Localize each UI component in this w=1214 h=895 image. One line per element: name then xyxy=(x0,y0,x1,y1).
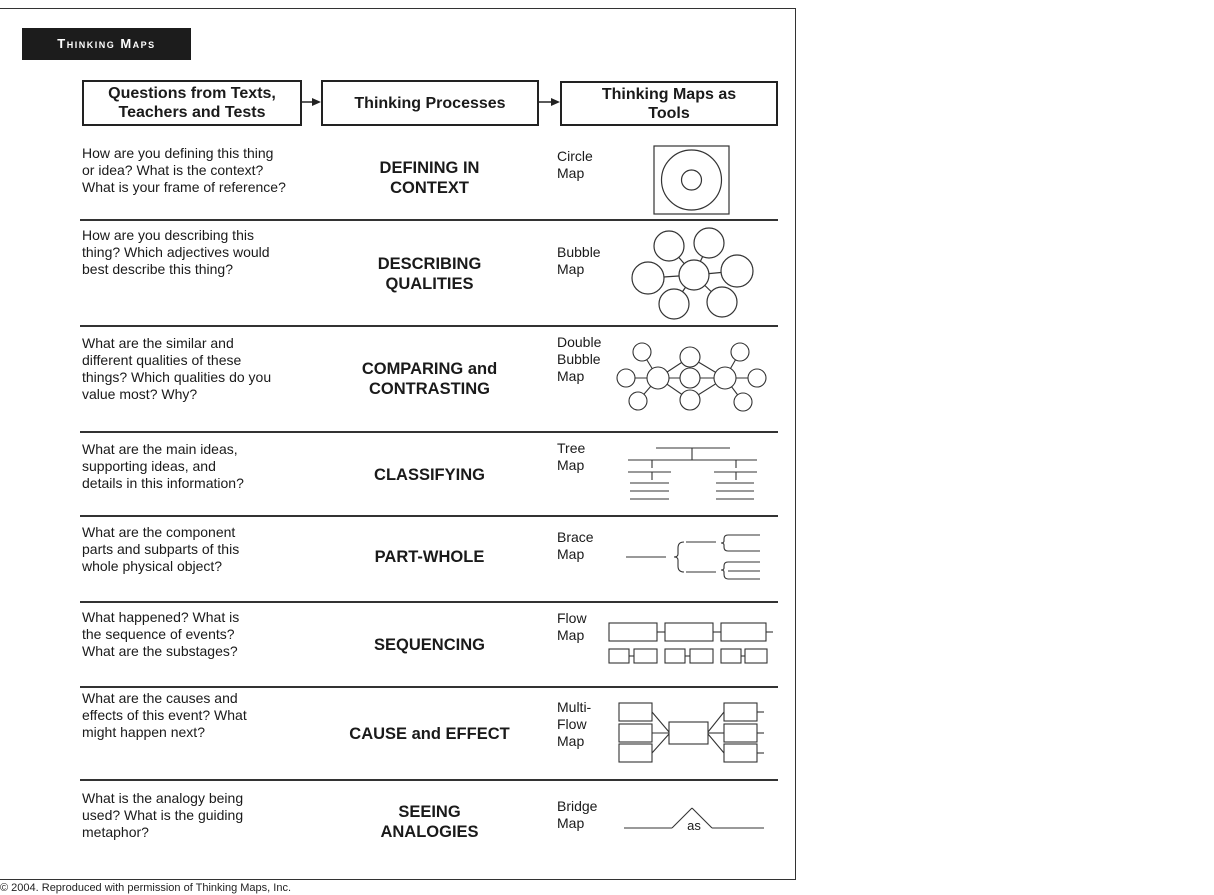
flow-map-icon xyxy=(606,620,776,668)
map-name-bridge: Bridge Map xyxy=(557,798,598,831)
process-comparing: COMPARING and CONTRASTING xyxy=(361,360,498,398)
circle-map-icon xyxy=(650,143,734,217)
header-questions-text: Questions from Texts, Teachers and Tests xyxy=(108,85,276,121)
map-name-bubble: Bubble Map xyxy=(557,244,601,277)
map-name-brace: Brace Map xyxy=(557,529,594,562)
brace-map-icon xyxy=(624,530,764,584)
process-analogies: SEEING ANALOGIES xyxy=(380,803,479,841)
process-classifying: CLASSIFYING xyxy=(374,466,485,484)
question-classifying: What are the main ideas, supporting ideas, and details in this information? xyxy=(82,441,244,491)
process-describing: DESCRIBING QUALITIES xyxy=(377,255,482,293)
row-divider xyxy=(80,779,778,781)
arrow-right-icon xyxy=(302,96,322,108)
title-badge: Thinking Maps xyxy=(22,28,191,60)
row-divider xyxy=(80,431,778,433)
row-divider xyxy=(80,325,778,327)
tree-map-icon xyxy=(624,442,764,504)
question-part-whole: What are the component parts and subparts of this whole physical object? xyxy=(82,524,240,574)
row-divider xyxy=(80,686,778,688)
header-tools xyxy=(560,81,778,126)
multi-flow-map-icon xyxy=(614,698,770,768)
question-describing: How are you describing this thing? Which adjectives would best describe this thing? xyxy=(82,227,270,277)
map-name-multi-flow: Multi-Flow Map xyxy=(557,699,592,749)
header-processes xyxy=(321,80,539,126)
row-divider xyxy=(80,601,778,603)
copyright-note: © 2004. Reproduced with permission of Thinking Maps, Inc. xyxy=(0,882,291,894)
double-bubble-map-icon xyxy=(612,338,772,416)
map-name-double-bubble: Double Bubble Map xyxy=(557,334,602,384)
question-cause-effect: What are the causes and effects of this event? What might happen next? xyxy=(82,690,247,740)
header-processes-text: Thinking Processes xyxy=(354,94,506,112)
process-part-whole: PART-WHOLE xyxy=(374,548,485,566)
process-cause-effect: CAUSE and EFFECT xyxy=(349,725,510,743)
row-divider xyxy=(80,515,778,517)
process-defining: DEFINING IN CONTEXT xyxy=(379,159,480,197)
map-name-flow: Flow Map xyxy=(557,610,587,643)
question-sequencing: What happened? What is the sequence of events? What are the substages? xyxy=(82,609,240,659)
question-analogies: What is the analogy being used? What is the guiding metaphor? xyxy=(82,790,244,840)
header-tools-text: Thinking Maps as Tools xyxy=(601,85,737,122)
header-questions xyxy=(82,80,302,126)
question-defining: How are you defining this thing or idea? What is the context? What is your frame of reference? xyxy=(82,145,286,195)
row-divider xyxy=(80,219,778,221)
bubble-map-icon xyxy=(626,226,758,322)
bridge-relating-factor: as xyxy=(687,818,701,833)
process-sequencing: SEQUENCING xyxy=(374,636,485,654)
question-comparing: What are the similar and different qualities of these things? Which qualities do you value most? Why? xyxy=(82,335,272,402)
arrow-right-icon xyxy=(539,96,561,108)
map-name-circle: Circle Map xyxy=(557,148,593,181)
map-name-tree: Tree Map xyxy=(557,440,586,473)
